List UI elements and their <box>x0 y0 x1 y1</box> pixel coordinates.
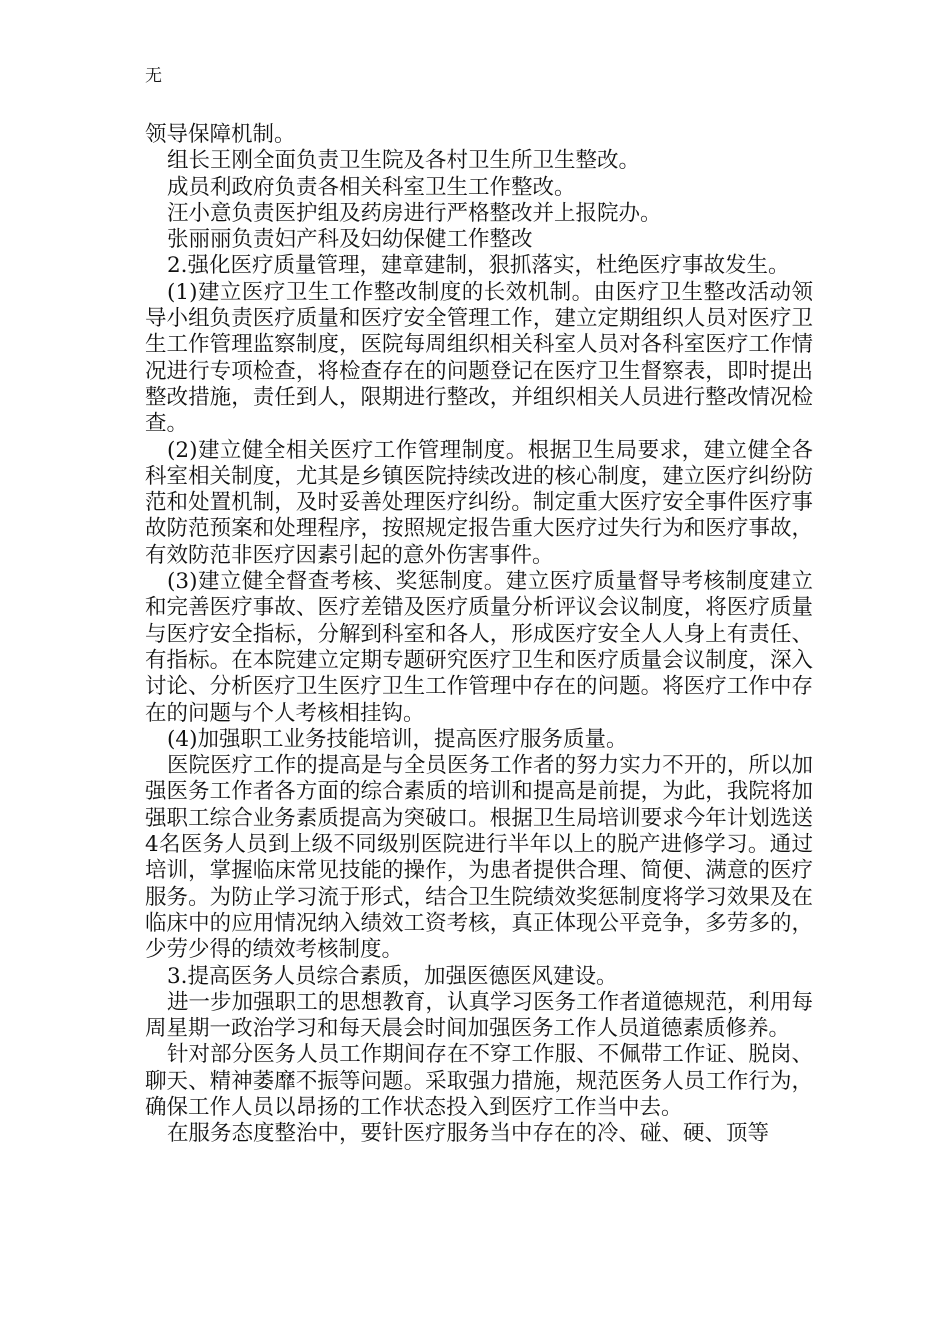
paragraph: 针对部分医务人员工作期间存在不穿工作服、不佩带工作证、脱岗、聊天、精神萎靡不振等问题。采取强力措施，规范医务人员工作行为，确保工作人员以昂扬的工作状态投入到医疗工作当中去。 <box>145 1042 813 1120</box>
document-body <box>145 122 813 1148</box>
paragraph: 张丽丽负责妇产科及妇幼保健工作整改 <box>167 227 533 253</box>
paragraph: 成员利政府负责各相关科室卫生工作整改。 <box>167 174 576 200</box>
paragraph: 领导保障机制。 <box>145 122 296 147</box>
paragraph: 汪小意负责医护组及药房进行严格整改并上报院办。 <box>167 200 662 226</box>
paragraph: 进一步加强职工的思想教育，认真学习医务工作者道德规范，利用每周星期一政治学习和每天晨会时间加强医务工作人员道德素质修养。 <box>145 989 813 1042</box>
paragraph: (3)建立健全督查考核、奖惩制度。建立医疗质量督导考核制度建立和完善医疗事故、医疗差错及医疗质量分析评议会议制度，将医疗质量与医疗安全指标，分解到科室和各人，形成医疗安全人人身上有责任、有指标。在本院建立定期专题研究医疗卫生和医疗质量会议制度，深入讨论、分析医疗卫生医疗卫生工作管理中存在的问题。将医疗工作中存在的问题与个人考核相挂钩。 <box>145 569 813 726</box>
paragraph: 2.强化医疗质量管理，建章建制，狠抓落实，杜绝医疗事故发生。 <box>167 253 790 279</box>
paragraph: 在服务态度整治中，要针医疗服务当中存在的冷、碰、硬、顶等 <box>167 1121 770 1147</box>
page-header: 无 <box>145 66 162 86</box>
paragraph: 医院医疗工作的提高是与全员医务工作者的努力实力不开的，所以加强医务工作者各方面的综合素质的培训和提高是前提，为此，我院将加强职工综合业务素质提高为突破口。根据卫生局培训要求今年计划选送4名医务人员到上级不同级别医院进行半年以上的脱产进修学习。通过培训，掌握临床常见技能的操作，为患者提供合理、简便、满意的医疗服务。为防止学习流于形式，结合卫生院绩效奖惩制度将学习效果及在临床中的应用情况纳入绩效工资考核，真正体现公平竞争，多劳多的，少劳少得的绩效考核制度。 <box>145 753 813 963</box>
paragraph: (2)建立健全相关医疗工作管理制度。根据卫生局要求，建立健全各科室相关制度，尤其是乡镇医院持续改进的核心制度，建立医疗纠纷防范和处置机制，及时妥善处理医疗纠纷。制定重大医疗安全事件医疗事故防范预案和处理程序，按照规定报告重大医疗过失行为和医疗事故，有效防范非医疗因素引起的意外伤害事件。 <box>145 437 813 568</box>
paragraph: (4)加强职工业务技能培训，提高医疗服务质量。 <box>167 726 628 752</box>
paragraph: (1)建立医疗卫生工作整改制度的长效机制。由医疗卫生整改活动领导小组负责医疗质量和医疗安全管理工作，建立定期组织人员对医疗卫生工作管理监察制度，医院每周组织相关科室人员对各科室医疗工作情况进行专项检查，将检查存在的问题登记在医疗卫生督察表，即时提出整改措施，责任到人，限期进行整改，并组织相关人员进行整改情况检查。 <box>145 279 813 437</box>
paragraph: 组长王刚全面负责卫生院及各村卫生所卫生整改。 <box>167 148 641 174</box>
paragraph: 3.提高医务人员综合素质，加强医德医风建设。 <box>167 963 618 989</box>
